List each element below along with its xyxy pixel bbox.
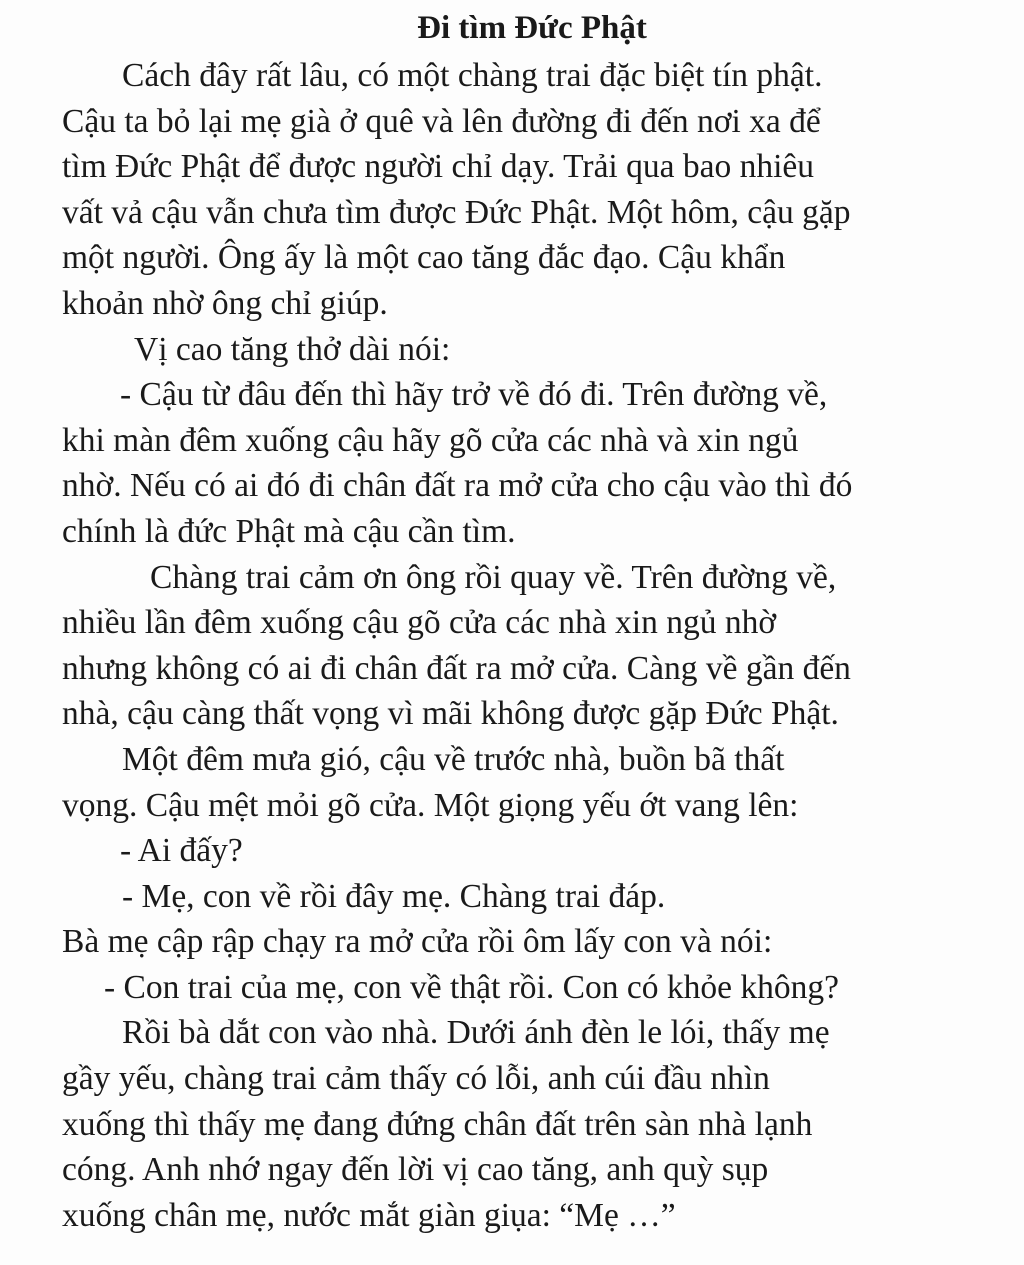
text-line: nhiều lần đêm xuống cậu gõ cửa các nhà xin ngủ nhờ [62,604,777,642]
text-line: khoản nhờ ông chỉ giúp. [62,284,388,322]
text-line: nhà, cậu càng thất vọng vì mãi không được gặp Đức Phật. [62,695,839,733]
text-line: vất vả cậu vẫn chưa tìm được Đức Phật. Một hôm, cậu gặp [62,193,851,231]
text-line: chính là đức Phật mà cậu cần tìm. [62,512,516,550]
text-line: nhưng không có ai đi chân đất ra mở cửa. Càng về gần đến [62,649,851,687]
text-line: xuống thì thấy mẹ đang đứng chân đất trên sàn nhà lạnh [62,1105,813,1143]
story-body [62,53,1022,1238]
text-line: khi màn đêm xuống cậu hãy gõ cửa các nhà và xin ngủ [62,421,799,459]
text-line: gầy yếu, chàng trai cảm thấy có lỗi, anh cúi đầu nhìn [62,1060,770,1098]
text-line: một người. Ông ấy là một cao tăng đắc đạo. Cậu khẩn [62,239,786,277]
text-line: Một đêm mưa gió, cậu về trước nhà, buồn bã thất [122,740,785,778]
text-line: Cậu ta bỏ lại mẹ già ở quê và lên đường đi đến nơi xa để [62,102,821,140]
text-line: tìm Đức Phật để được người chỉ dạy. Trải qua bao nhiêu [62,148,815,186]
text-line: xuống chân mẹ, nước mắt giàn giụa: “Mẹ …” [62,1196,676,1234]
text-line: - Con trai của mẹ, con về thật rồi. Con có khỏe không? [104,968,839,1006]
text-line: Vị cao tăng thở dài nói: [134,330,451,368]
text-line: Rồi bà dắt con vào nhà. Dưới ánh đèn le lói, thấy mẹ [122,1014,830,1052]
text-line: vọng. Cậu mệt mỏi gõ cửa. Một giọng yếu ớt vang lên: [62,786,799,824]
text-line: - Ai đấy? [120,832,243,870]
document-title: Đi tìm Đức Phật [417,10,647,46]
text-line: Cách đây rất lâu, có một chàng trai đặc biệt tín phật. [122,57,823,94]
text-line: Chàng trai cảm ơn ông rồi quay về. Trên đường về, [150,558,837,596]
text-line: cóng. Anh nhớ ngay đến lời vị cao tăng, anh quỳ sụp [62,1151,769,1189]
text-line: Bà mẹ cập rập chạy ra mở cửa rồi ôm lấy con và nói: [62,923,773,961]
text-line: nhờ. Nếu có ai đó đi chân đất ra mở cửa cho cậu vào thì đó [62,467,853,505]
text-line: - Cậu từ đâu đến thì hãy trở về đó đi. Trên đường về, [120,376,828,414]
text-line: - Mẹ, con về rồi đây mẹ. Chàng trai đáp. [122,877,666,915]
